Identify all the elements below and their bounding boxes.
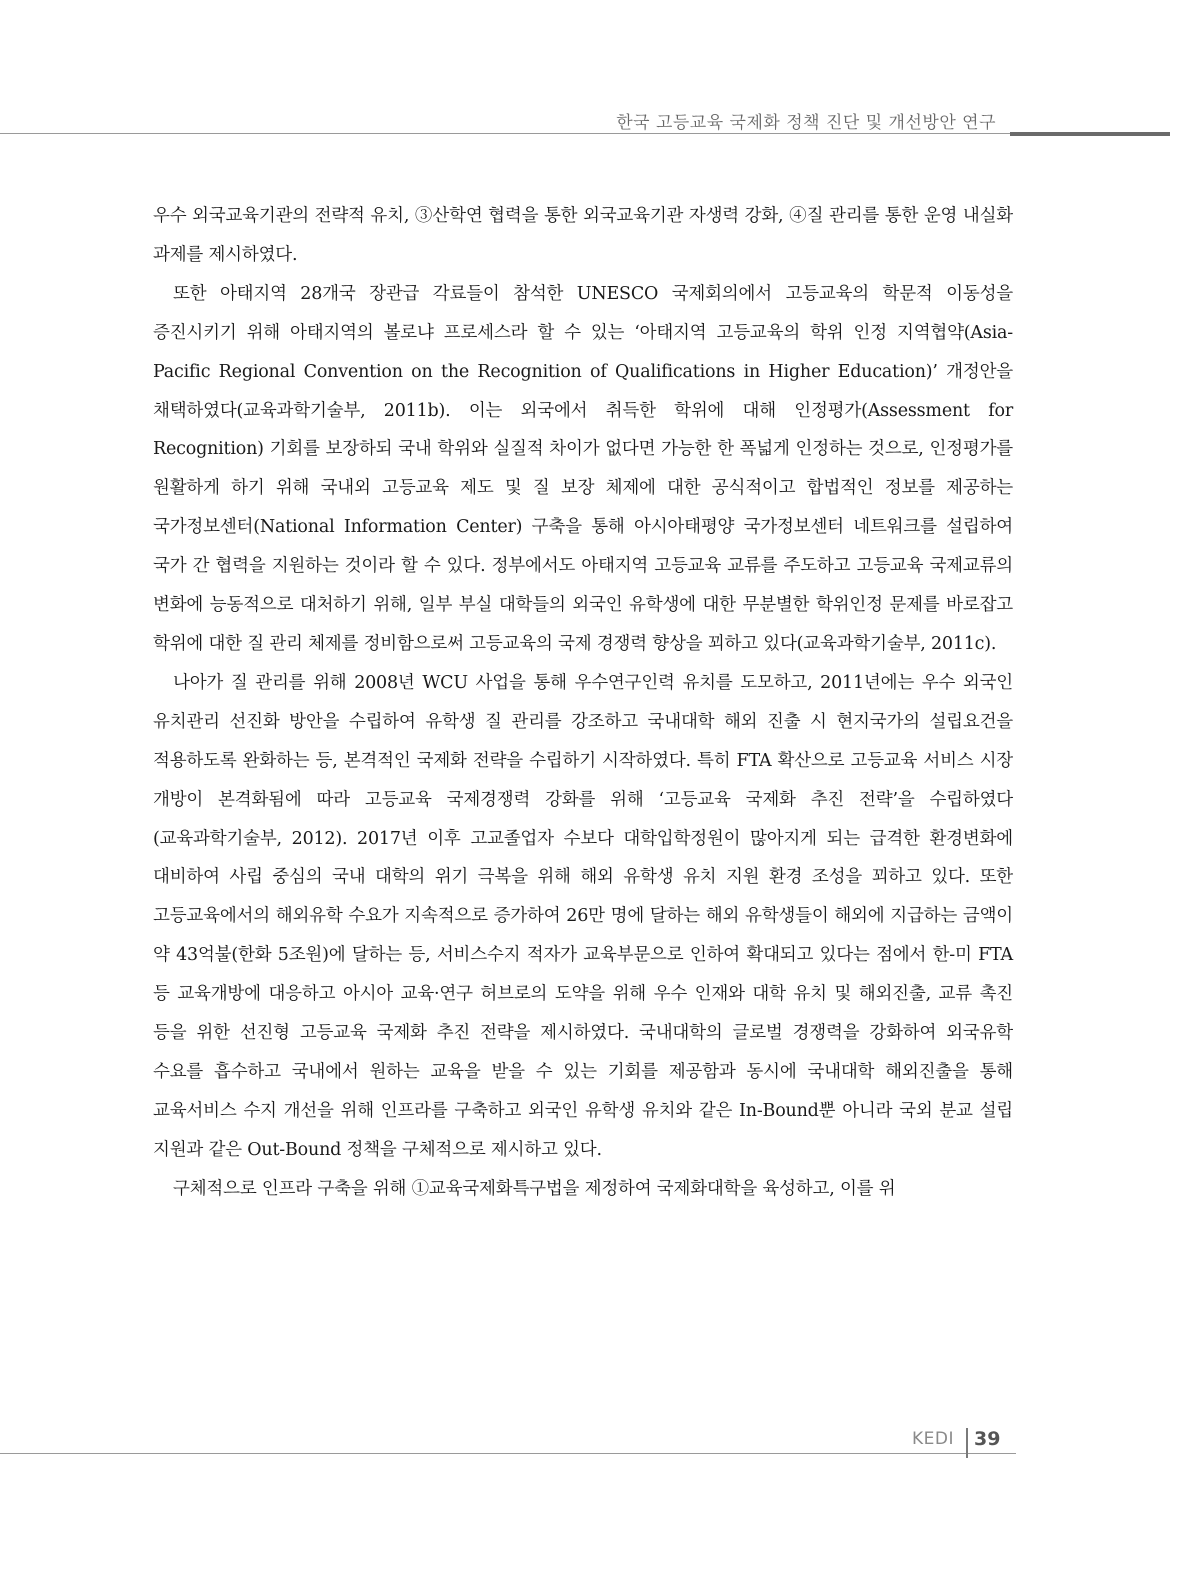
header-rule: [0, 133, 1010, 134]
paragraph-infrastructure: 구체적으로 인프라 구축을 위해 ①교육국제화특구법을 제정하여 국제화대학을 육성하고, 이를 위: [173, 1178, 896, 1199]
footer-rule: [0, 1453, 1016, 1454]
footer-brand: KEDI: [912, 1429, 954, 1449]
paragraph-quality-management: 나아가 질 관리를 위해 2008년 WCU 사업을 통해 우수연구인력 유치를 도모하고, 2011년에는 우수 외국인 유치관리 선진화 방안을 수립하여 유학생 질 관리를 강조하고 국내대학 해외 진출 시 현지국가의 설립요건을 적용하도록 완화하는 등, 본격적인 국제화 전략을 수립하기 시작하였다. 특히 FTA 확산으로 고등교육 서비스 시장 개방이 본격화됨에 따라 고등교육 국제경쟁력 강화를 위해 ‘고등교육 국제화 추진 전략’을 수립하였다(교육과학기술부, 2012). 2017년 이후 고교졸업자 수보다 대학입학정원이 많아지게 되는 급격한 환경변화에 대비하여 사립 중심의 국내 대학의 위기 극복을 위해 해외 유학생 유치 지원 환경 조성을 꾀하고 있다. 또한 고등교육에서의 해외유학 수요가 지속적으로 증가하여 26만 명에 달하는 해외 유학생들이 해외에 지급하는 금액이 약 43억불(한화 5조원)에 달하는 등, 서비스수지 적자가 교육부문으로 인하여 확대되고 있다는 점에서 한-미 FTA 등 교육개방에 대응하고 아시아 교육·연구 허브로의 도약을 위해 우수 인재와 대학 유치 및 해외진출, 교류 촉진 등을 위한 선진형 고등교육 국제화 추진 전략을 제시하였다. 국내대학의 글로벌 경쟁력을 강화하여 외국유학 수요를 흡수하고 국내에서 원하는 교육을 받을 수 있는 기회를 제공함과 동시에 국내대학 해외진출을 통해 교육서비스 수지 개선을 위해 인프라를 구축하고 외국인 유학생 유치와 같은 In-Bound뿐 아니라 국외 분교 설립 지원과 같은 Out-Bound 정책을 구체적으로 제시하고 있다.: [153, 672, 1013, 1160]
page-number: 39: [974, 1428, 1001, 1450]
paragraph-continuation: 우수 외국교육기관의 전략적 유치, ③산학연 협력을 통한 외국교육기관 자생력 강화, ④질 관리를 통한 운영 내실화 과제를 제시하였다.: [153, 206, 1013, 265]
footer-separator: [966, 1428, 968, 1458]
paragraph-unesco: 또한 아태지역 28개국 장관급 각료들이 참석한 UNESCO 국제회의에서 고등교육의 학문적 이동성을 증진시키기 위해 아태지역의 볼로냐 프로세스라 할 수 있는 ‘아태지역 고등교육의 학위 인정 지역협약(Asia-Pacific Regional Convention on the Recognition of Qualifications in Higher Education)’ 개정안을 채택하였다(교육과학기술부, 2011b). 이는 외국에서 취득한 학위에 대해 인정평가(Assessment for Recognition) 기회를 보장하되 국내 학위와 실질적 차이가 없다면 가능한 한 폭넓게 인정하는 것으로, 인정평가를 원활하게 하기 위해 국내외 고등교육 제도 및 질 보장 체제에 대한 공식적이고 합법적인 정보를 제공하는 국가정보센터(National Information Center) 구축을 통해 아시아태평양 국가정보센터 네트워크를 설립하여 국가 간 협력을 지원하는 것이라 할 수 있다. 정부에서도 아태지역 고등교육 교류를 주도하고 고등교육 국제교류의 변화에 능동적으로 대처하기 위해, 일부 부실 대학들의 외국인 유학생에 대한 무분별한 학위인정 문제를 바로잡고 학위에 대한 질 관리 체제를 정비함으로써 고등교육의 국제 경쟁력 향상을 꾀하고 있다(교육과학기술부, 2011c).: [153, 283, 1013, 654]
running-header-title: 한국 고등교육 국제화 정책 진단 및 개선방안 연구: [616, 113, 996, 133]
body-text: [153, 197, 1013, 1209]
header-rule-accent: [1010, 132, 1170, 136]
